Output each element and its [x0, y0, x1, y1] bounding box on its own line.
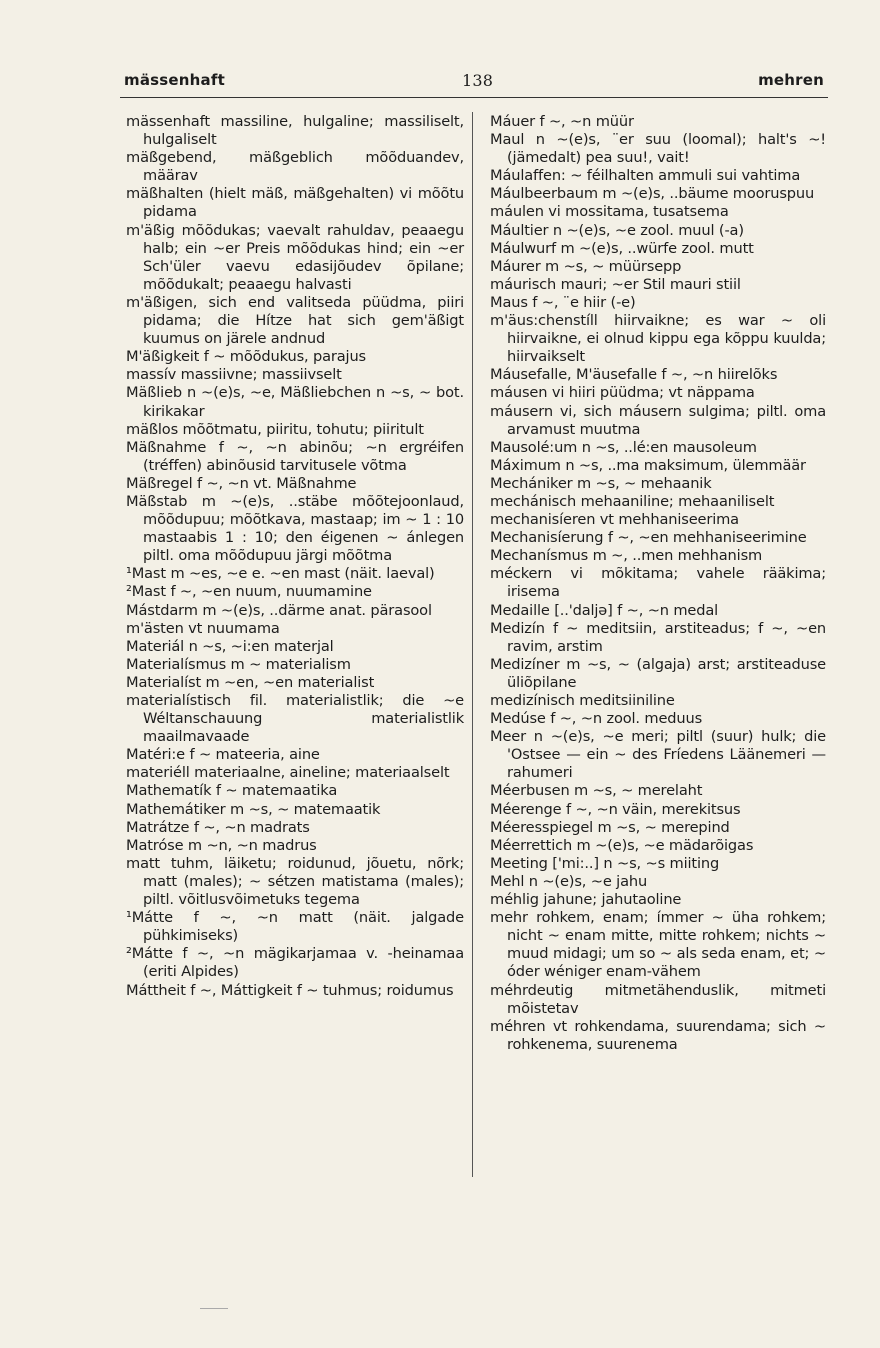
dictionary-entry: Maus f ~, ¨e hiir (-e): [490, 293, 636, 311]
dictionary-entry: máusen vi hiiri püüdma; vt näppama: [490, 384, 755, 402]
footer-mark: [200, 1308, 228, 1309]
dictionary-entry: Materialíst m ~en, ~en materialist: [126, 673, 375, 691]
dictionary-entry: Mäßstab m ~(e)s, ..stäbe mõõtejoonlaud, mõõdupuu; mõõtkava, mastaap; im ~ 1 : 10 mastaabis 1 : 10; den éigenen ~ ánlegen piltl. oma mõõdupuu järgi mõõtma: [126, 492, 464, 565]
dictionary-entry: méhren vt rohkendama, suurendama; sich ~ rohkenema, suurenema: [490, 1017, 826, 1053]
dictionary-entry: Méerenge f ~, ~n väin, merekitsus: [490, 800, 741, 818]
dictionary-entry: Máultier n ~(e)s, ~e zool. muul (-a): [490, 221, 744, 239]
dictionary-entry: Mechanísmus m ~, ..men mehhanism: [490, 547, 763, 565]
dictionary-entry: máulen vi mossitama, tusatsema: [490, 203, 729, 221]
dictionary-entry: M'äßigkeit f ~ mõõdukus, parajus: [126, 348, 367, 366]
dictionary-entry: Mechanisíerung f ~, ~en mehhaniseerimine: [490, 529, 807, 547]
dictionary-entry: ¹Mast m ~es, ~e e. ~en mast (näit. laeval): [126, 565, 435, 583]
dictionary-entry: ¹Mátte f ~, ~n matt (näit. jalgade pühkimiseks): [126, 909, 464, 945]
dictionary-entry: Méerrettich m ~(e)s, ~e mädarõigas: [490, 836, 754, 854]
dictionary-entry: mäßgebend, mäßgeblich mõõduandev, määrav: [126, 149, 464, 185]
dictionary-entry: m'ästen vt nuumama: [126, 619, 280, 637]
dictionary-entry: Mäßregel f ~, ~n vt. Mäßnahme: [126, 474, 357, 492]
dictionary-entry: Meeting ['mi:..] n ~s, ~s miiting: [490, 854, 720, 872]
dictionary-entry: máurisch mauri; ~er Stil mauri stiil: [490, 275, 741, 293]
dictionary-entry: Máulbeerbaum m ~(e)s, ..bäume mooruspuu: [490, 185, 815, 203]
header-rule: [120, 97, 828, 98]
dictionary-entry: matt tuhm, läiketu; roidunud, jõuetu, nõrk; matt (males); ~ sétzen matistama (males); piltl. võitlusvõimetuks tegema: [126, 854, 464, 909]
left-guide-word: mässenhaft: [124, 71, 225, 89]
dictionary-entry: Máximum n ~s, ..ma maksimum, ülemmäär: [490, 456, 806, 474]
dictionary-entry: méhrdeutig mitmetähenduslik, mitmeti mõistetav: [490, 981, 826, 1017]
dictionary-entry: Matróse m ~n, ~n madrus: [126, 836, 317, 854]
dictionary-entry: Méerbusen m ~s, ~ merelaht: [490, 782, 703, 800]
dictionary-entry: massív massiivne; massiivselt: [126, 366, 342, 384]
dictionary-entry: m'äßigen, sich end valitseda püüdma, piiri pidama; die Hítze hat sich gem'äßigt kuumus on järele andnud: [126, 293, 464, 348]
dictionary-entry: Méeresspiegel m ~s, ~ merepind: [490, 818, 730, 836]
dictionary-entry: méhlig jahune; jahutaoline: [490, 891, 682, 909]
dictionary-entry: Matrátze f ~, ~n madrats: [126, 818, 310, 836]
dictionary-entry: méckern vi mõkitama; vahele rääkima; irisema: [490, 565, 826, 601]
dictionary-entry: Mástdarm m ~(e)s, ..därme anat. pärasool: [126, 601, 432, 619]
dictionary-entry: ²Mátte f ~, ~n mägikarjamaa v. -heinamaa (eriti Alpides): [126, 945, 464, 981]
dictionary-entry: Maul n ~(e)s, ¨er suu (loomal); halt's ~! (jämedalt) pea suu!, vait!: [490, 131, 826, 167]
dictionary-entry: Medaille [..'daljə] f ~, ~n medal: [490, 601, 719, 619]
dictionary-entry: mäßhalten (hielt mäß, mäßgehalten) vi mõõtu pidama: [126, 185, 464, 221]
dictionary-entry: mäßlos mõõtmatu, piiritu, tohutu; piiritult: [126, 420, 424, 438]
dictionary-entry: Matéri:e f ~ mateeria, aine: [126, 746, 320, 764]
dictionary-entry: Mäßnahme f ~, ~n abinõu; ~n ergréifen (tréffen) abinõusid tarvitusele võtma: [126, 438, 464, 474]
dictionary-entry: materiéll materiaalne, aineline; materiaalselt: [126, 764, 450, 782]
dictionary-entry: Mausolé:um n ~s, ..lé:en mausoleum: [490, 438, 757, 456]
dictionary-entry: Meer n ~(e)s, ~e meri; piltl (suur) hulk; die 'Ostsee — ein ~ des Fríedens Läänemeri — rahumeri: [490, 728, 826, 782]
dictionary-entry: m'äus:chenstíll hiirvaikne; es war ~ oli hiirvaikne, ei olnud kippu ega kõppu kuulda; hiirvaikselt: [490, 312, 826, 366]
dictionary-entry: Medúse f ~, ~n zool. meduus: [490, 710, 703, 728]
column-divider: [472, 112, 473, 1177]
dictionary-entry: Máuer f ~, ~n müür: [490, 113, 634, 130]
dictionary-entry: máusern vi, sich máusern sulgima; piltl. oma arvamust muutma: [490, 402, 826, 438]
dictionary-entry: medizínisch meditsiiniline: [490, 692, 675, 709]
dictionary-entry: Máurer m ~s, ~ müürsepp: [490, 257, 682, 275]
page-number: 138: [462, 71, 494, 90]
dictionary-entry: materialístisch fil. materialistlik; die ~e Wéltanschauung materialistlik maailmavaade: [126, 692, 464, 746]
dictionary-entry: Mehl n ~(e)s, ~e jahu: [490, 872, 648, 890]
right-column: [490, 113, 826, 1054]
dictionary-entry: ²Mast f ~, ~en nuum, nuumamine: [126, 583, 372, 601]
dictionary-entry: Materialísmus m ~ materialism: [126, 655, 351, 673]
dictionary-entry: Mechániker m ~s, ~ mehaanik: [490, 474, 712, 492]
left-column: [126, 113, 464, 1000]
right-guide-word: mehren: [758, 71, 824, 89]
dictionary-entry: mechanisíeren vt mehhaniseerima: [490, 511, 739, 529]
dictionary-entry: Medizíner m ~s, ~ (algaja) arst; arstiteaduse üliõpilane: [490, 655, 826, 691]
dictionary-entry: m'äßig mõõdukas; vaevalt rahuldav, peaaegu halb; ein ~er Preis mõõdukas hind; ein ~er Sch'üler vaevu edasijõudev õpilane; mõõdukalt; peaaegu halvasti: [126, 221, 464, 293]
dictionary-entry: Mäßlieb n ~(e)s, ~e, Mäßliebchen n ~s, ~ bot. kirikakar: [126, 384, 464, 420]
dictionary-entry: Mathemátiker m ~s, ~ matemaatik: [126, 800, 381, 818]
dictionary-entry: mehr rohkem, enam; ímmer ~ üha rohkem; nicht ~ enam mitte, mitte rohkem; nichts ~ muud midagi; um so ~ als seda enam, et; ~ óder wéniger enam-vähem: [490, 909, 826, 981]
dictionary-entry: Máulaffen: ~ féilhalten ammuli sui vahtima: [490, 167, 801, 185]
dictionary-entry: Máusefalle, M'äusefalle f ~, ~n hiirelõks: [490, 366, 778, 384]
dictionary-entry: Máttheit f ~, Máttigkeit f ~ tuhmus; roidumus: [126, 981, 454, 999]
dictionary-entry: Mathematík f ~ matemaatika: [126, 782, 338, 800]
dictionary-entry: Máulwurf m ~(e)s, ..würfe zool. mutt: [490, 239, 754, 257]
dictionary-entry: Materiál n ~s, ~i:en materjal: [126, 637, 334, 655]
dictionary-entry: Medizín f ~ meditsiin, arstiteadus; f ~, ~en ravim, arstim: [490, 619, 826, 655]
dictionary-entry: mässenhaft massiline, hulgaline; massiliselt, hulgaliselt: [126, 113, 464, 149]
dictionary-entry: mechánisch mehaaniline; mehaaniliselt: [490, 492, 775, 510]
